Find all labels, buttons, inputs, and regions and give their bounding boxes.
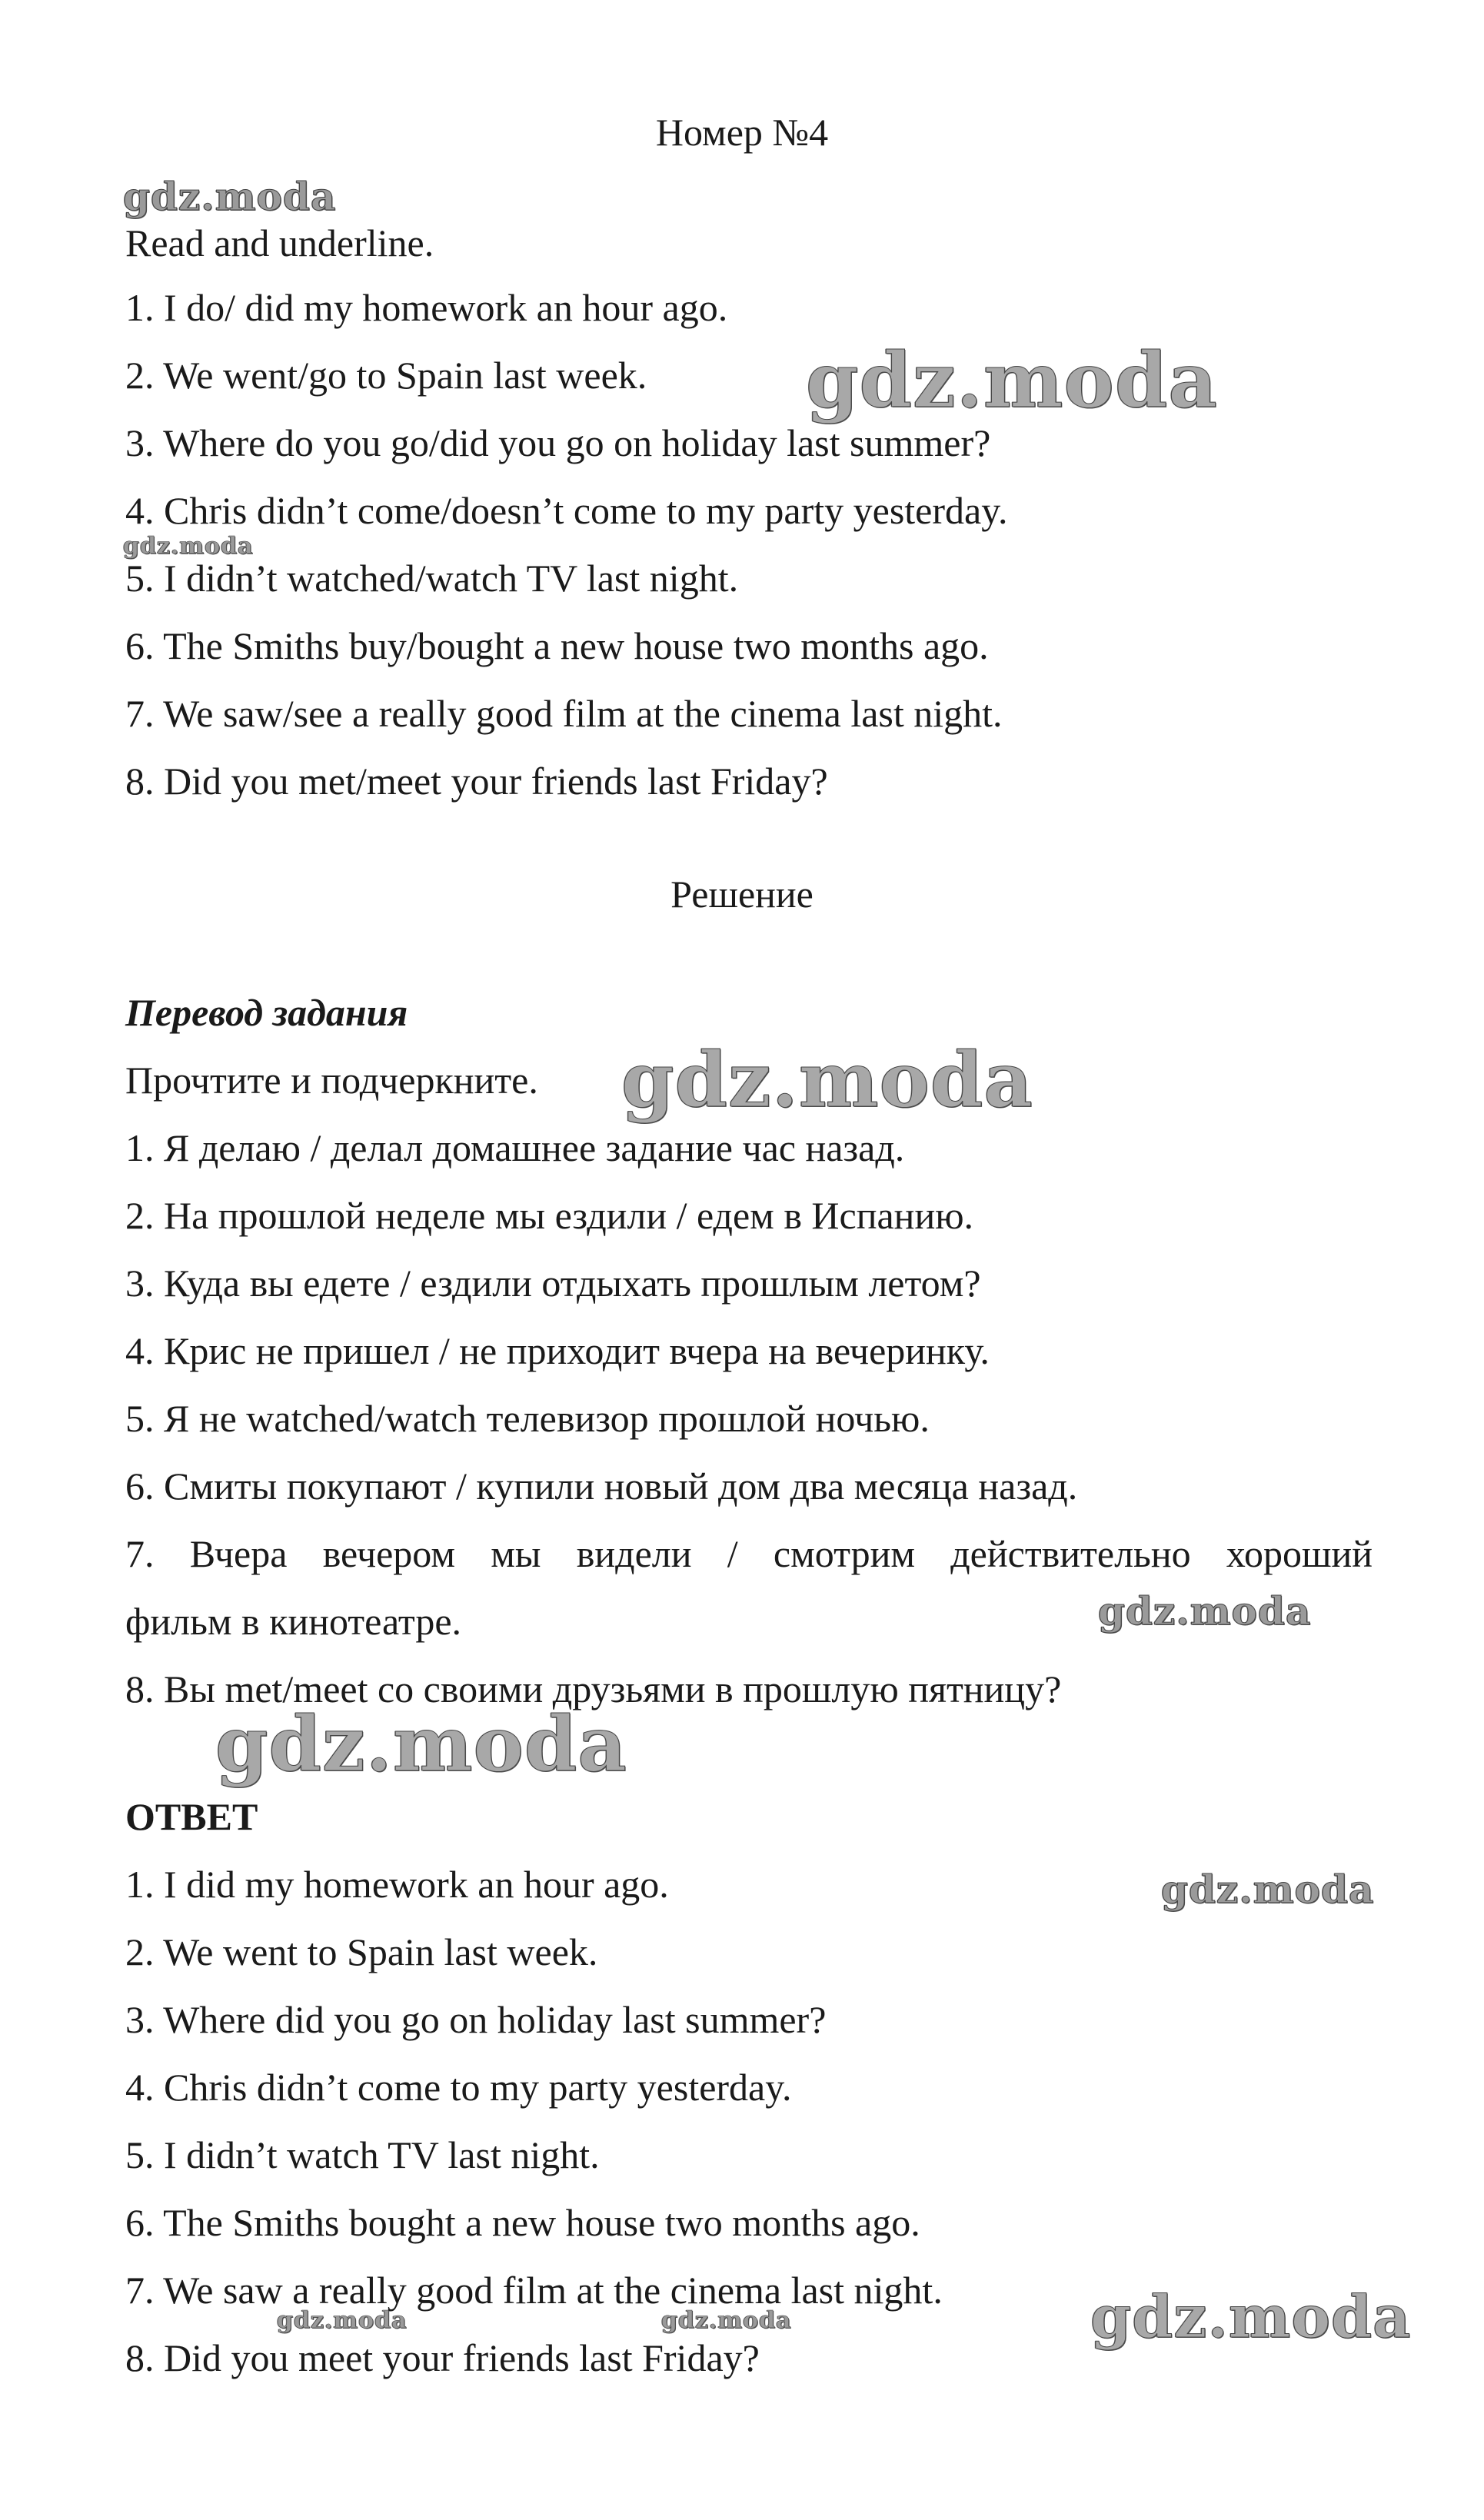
- watermark-logo: gdz.moda: [621, 1036, 1033, 1125]
- translation-item: 1. Я делаю / делал домашнее задание час назад.: [125, 1126, 905, 1169]
- watermark-logo: gdz.moda: [123, 533, 254, 560]
- translation-item: 6. Смиты покупают / купили новый дом два месяца назад.: [125, 1464, 1078, 1508]
- task-item: 2. We went/go to Spain last week.: [125, 354, 647, 397]
- task-item: 1. I do/ did my homework an hour ago.: [125, 286, 728, 329]
- answer-heading: ОТВЕТ: [125, 1795, 258, 1838]
- task-item: 5. I didn’t watched/watch TV last night.: [125, 557, 739, 600]
- watermark-logo: gdz.moda: [1090, 2282, 1412, 2351]
- solution-heading: Решение: [670, 873, 814, 916]
- answer-item: 3. Where did you go on holiday last summer?: [125, 1998, 827, 2041]
- task-item: 3. Where do you go/did you go on holiday last summer?: [125, 421, 991, 464]
- translation-item-continued: фильм в кинотеатре.: [125, 1600, 462, 1643]
- answer-item: 7. We saw a really good film at the cinema last night.: [125, 2269, 943, 2312]
- answer-item: 6. The Smiths bought a new house two months ago.: [125, 2201, 920, 2244]
- task-item: 6. The Smiths buy/bought a new house two months ago.: [125, 624, 989, 667]
- task-instruction: Read and underline.: [125, 221, 434, 264]
- translation-item: 7. Вчера вечером мы видели / смотрим действительно хороший: [125, 1532, 1373, 1575]
- task-item: 8. Did you met/meet your friends last Friday?: [125, 760, 828, 803]
- watermark-logo: gdz.moda: [1161, 1867, 1375, 1912]
- watermark-logo: gdz.moda: [123, 174, 337, 219]
- answer-item: 4. Chris didn’t come to my party yesterday.: [125, 2066, 792, 2109]
- translation-item: 2. На прошлой неделе мы ездили / едем в Испанию.: [125, 1194, 974, 1237]
- translation-heading: Перевод задания: [125, 991, 408, 1034]
- translation-instruction: Прочтите и подчеркните.: [125, 1059, 538, 1102]
- task-item: 4. Chris didn’t come/doesn’t come to my party yesterday.: [125, 489, 1008, 532]
- answer-item: 5. I didn’t watch TV last night.: [125, 2133, 600, 2176]
- answer-item: 8. Did you meet your friends last Friday?: [125, 2336, 760, 2379]
- watermark-logo: gdz.moda: [215, 1701, 627, 1789]
- translation-item: 5. Я не watched/watch телевизор прошлой ночью.: [125, 1397, 930, 1440]
- translation-item: 3. Куда вы едете / ездили отдыхать прошлым летом?: [125, 1262, 981, 1305]
- answer-item: 1. I did my homework an hour ago.: [125, 1863, 669, 1906]
- translation-item: 4. Крис не пришел / не приходит вчера на вечеринку.: [125, 1329, 990, 1372]
- task-item: 7. We saw/see a really good film at the cinema last night.: [125, 692, 1003, 735]
- watermark-logo: gdz.moda: [277, 2307, 408, 2334]
- watermark-logo: gdz.moda: [1098, 1588, 1312, 1634]
- answer-item: 2. We went to Spain last week.: [125, 1930, 598, 1973]
- watermark-logo: gdz.moda: [806, 337, 1218, 425]
- translation-item: 8. Вы met/meet со своими друзьями в прошлую пятницу?: [125, 1667, 1062, 1710]
- watermark-logo: gdz.moda: [661, 2307, 792, 2334]
- page-title: Номер №4: [655, 111, 829, 154]
